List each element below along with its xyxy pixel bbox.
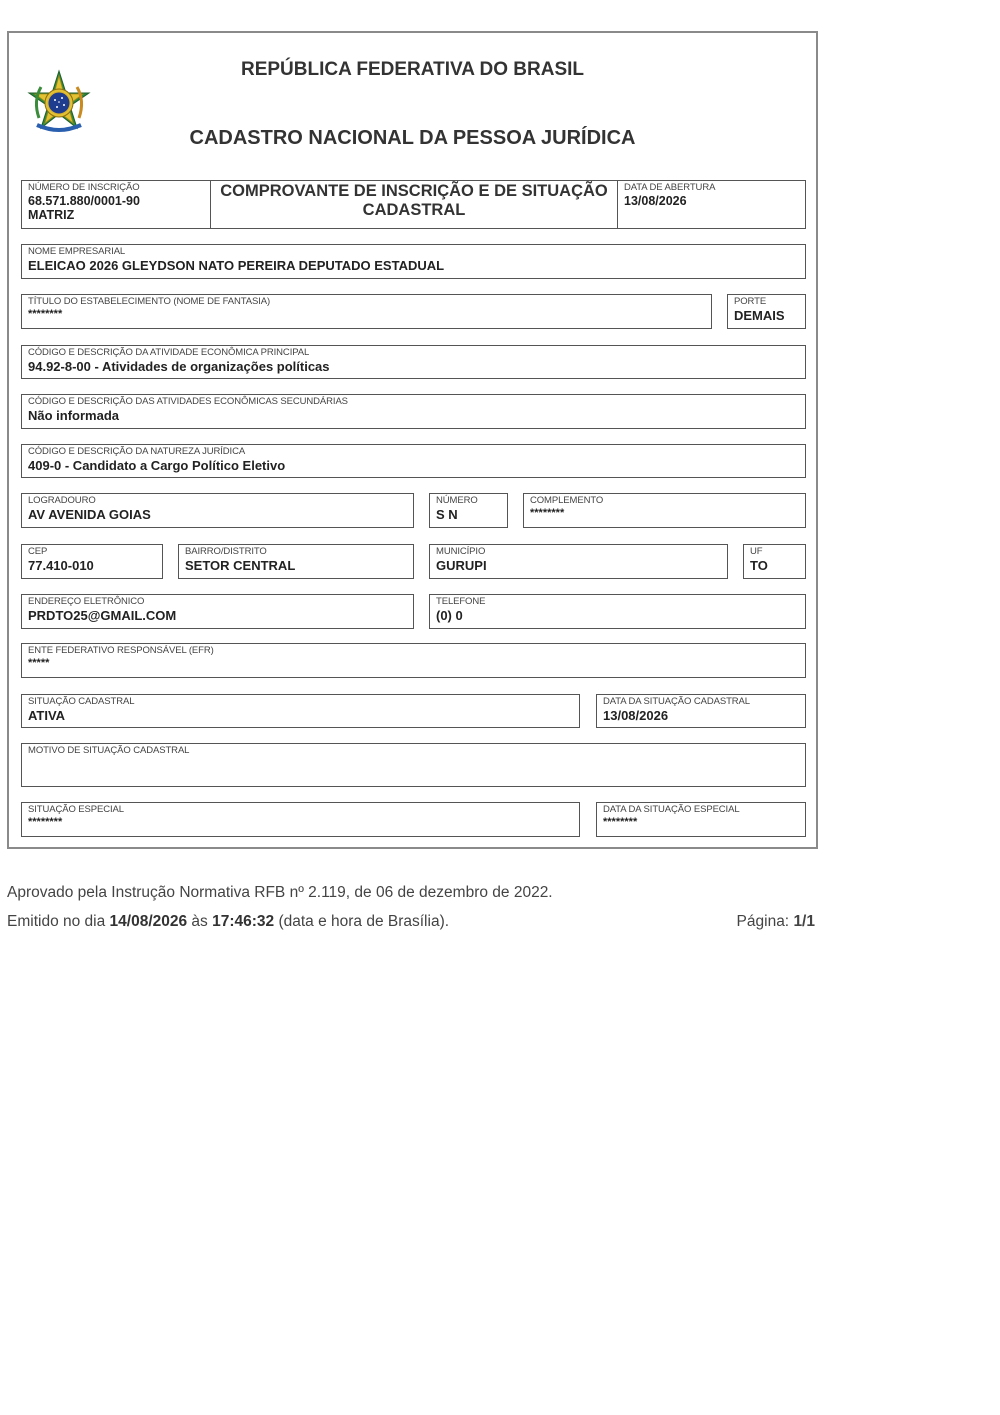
natureza-juridica-field <box>21 444 806 478</box>
cep-value: 77.410-010 <box>28 558 94 573</box>
data-situacao-cadastral-label: DATA DA SITUAÇÃO CADASTRAL <box>603 696 750 707</box>
logradouro-label: LOGRADOURO <box>28 495 96 506</box>
natureza-juridica-value: 409-0 - Candidato a Cargo Político Eletivo <box>28 458 286 473</box>
document-title <box>210 181 618 228</box>
bairro-field <box>178 544 414 579</box>
cep-label: CEP <box>28 546 48 557</box>
page-label: Página: <box>736 913 794 930</box>
emission-suffix: (data e hora de Brasília). <box>274 913 450 930</box>
abertura-cell <box>618 181 805 228</box>
complemento-value: ******** <box>530 507 565 519</box>
efr-value: ***** <box>28 657 50 669</box>
uf-value: TO <box>750 558 768 573</box>
bairro-value: SETOR CENTRAL <box>185 558 296 573</box>
nome-empresarial-field <box>21 244 806 279</box>
motivo-situacao-label: MOTIVO DE SITUAÇÃO CADASTRAL <box>28 745 190 756</box>
fantasia-value: ******** <box>28 308 63 320</box>
telefone-field <box>429 594 806 629</box>
abertura-value: 13/08/2026 <box>624 194 687 208</box>
natureza-juridica-label: CÓDIGO E DESCRIÇÃO DA NATUREZA JURÍDICA <box>28 446 246 457</box>
emission-mid: às <box>187 913 213 930</box>
numero-label: NÚMERO <box>436 495 478 506</box>
republic-title: REPÚBLICA FEDERATIVA DO BRASIL <box>240 59 585 80</box>
atividade-principal-value: 94.92-8-00 - Atividades de organizações políticas <box>28 359 330 374</box>
bairro-label: BAIRRO/DISTRITO <box>185 546 267 557</box>
situacao-especial-field <box>21 802 580 837</box>
situacao-cadastral-field <box>21 694 580 728</box>
data-situacao-cadastral-value: 13/08/2026 <box>603 708 669 723</box>
data-situacao-especial-label: DATA DA SITUAÇÃO ESPECIAL <box>603 804 740 815</box>
data-situacao-especial-field <box>596 802 806 837</box>
uf-field <box>743 544 806 579</box>
atividade-principal-label: CÓDIGO E DESCRIÇÃO DA ATIVIDADE ECONÔMICA PRINCIPAL <box>28 347 310 358</box>
approval-note: Aprovado pela Instrução Normativa RFB nº 2.119, de 06 de dezembro de 2022. <box>7 884 553 901</box>
email-value: PRDTO25@GMAIL.COM <box>28 608 177 623</box>
numero-value: S N <box>436 507 458 522</box>
page-indicator <box>737 913 815 931</box>
situacao-cadastral-value: ATIVA <box>28 708 66 723</box>
porte-field <box>727 294 806 329</box>
atividades-secundarias-label: CÓDIGO E DESCRIÇÃO DAS ATIVIDADES ECONÔMICAS SECUNDÁRIAS <box>28 396 348 407</box>
uf-label: UF <box>750 546 763 557</box>
emission-prefix: Emitido no dia <box>7 913 110 930</box>
efr-field <box>21 643 806 678</box>
municipio-label: MUNICÍPIO <box>436 546 486 557</box>
porte-value: DEMAIS <box>734 308 785 323</box>
inscricao-cell <box>22 181 210 228</box>
numero-field <box>429 493 508 528</box>
nome-empresarial-value: ELEICAO 2026 GLEYDSON NATO PEREIRA DEPUTADO ESTADUAL <box>28 258 445 273</box>
registry-title: CADASTRO NACIONAL DA PESSOA JURÍDICA <box>189 127 636 149</box>
situacao-especial-label: SITUAÇÃO ESPECIAL <box>28 804 124 815</box>
atividade-principal-field <box>21 345 806 379</box>
cnpj-document <box>7 31 818 849</box>
inscricao-type: MATRIZ <box>28 208 75 222</box>
logradouro-value: AV AVENIDA GOIAS <box>28 507 151 522</box>
atividades-secundarias-field <box>21 394 806 429</box>
efr-label: ENTE FEDERATIVO RESPONSÁVEL (EFR) <box>28 645 214 656</box>
nome-empresarial-label: NOME EMPRESARIAL <box>28 246 126 257</box>
municipio-field <box>429 544 728 579</box>
municipio-value: GURUPI <box>436 558 487 573</box>
inscricao-value: 68.571.880/0001-90 <box>28 194 140 208</box>
emission-note <box>7 913 449 931</box>
telefone-value: (0) 0 <box>436 608 463 623</box>
cep-field <box>21 544 163 579</box>
inscricao-label: NÚMERO DE INSCRIÇÃO <box>28 182 140 193</box>
situacao-cadastral-label: SITUAÇÃO CADASTRAL <box>28 696 135 707</box>
complemento-field <box>523 493 806 528</box>
fantasia-label: TÍTULO DO ESTABELECIMENTO (NOME DE FANTASIA) <box>28 296 271 307</box>
complemento-label: COMPLEMENTO <box>530 495 604 506</box>
logradouro-field <box>21 493 414 528</box>
email-label: ENDEREÇO ELETRÔNICO <box>28 596 145 607</box>
emission-date: 14/08/2026 <box>109 913 188 930</box>
abertura-label: DATA DE ABERTURA <box>624 182 716 193</box>
data-situacao-especial-value: ******** <box>603 816 638 828</box>
fantasia-field <box>21 294 712 329</box>
page-value: 1/1 <box>793 913 815 930</box>
atividades-secundarias-value: Não informada <box>28 408 120 423</box>
porte-label: PORTE <box>734 296 767 307</box>
emission-time: 17:46:32 <box>212 913 275 930</box>
situacao-especial-value: ******** <box>28 816 63 828</box>
data-situacao-cadastral-field <box>596 694 806 728</box>
motivo-situacao-field <box>21 743 806 787</box>
telefone-label: TELEFONE <box>436 596 486 607</box>
document-title-line1: COMPROVANTE DE INSCRIÇÃO E DE SITUAÇÃO <box>220 182 608 200</box>
document-title-line2: CADASTRAL <box>362 201 466 219</box>
inscricao-row <box>21 180 806 229</box>
email-field <box>21 594 414 629</box>
